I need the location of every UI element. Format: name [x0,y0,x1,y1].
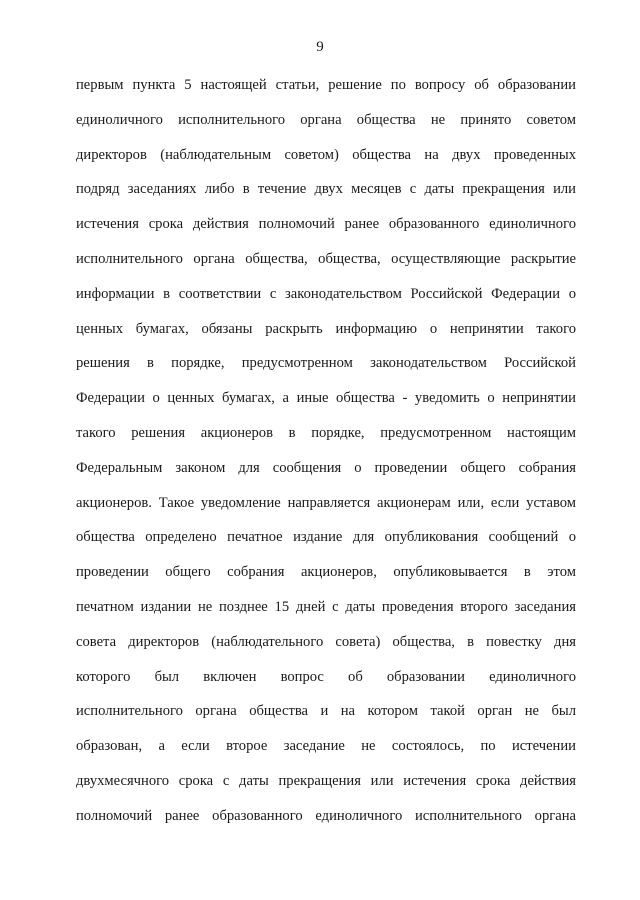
text-line: которого был включен вопрос об образовании единоличного [76,668,576,685]
text-line: единоличного исполнительного органа общества не принято советом [76,111,576,128]
text-line: информации в соответствии с законодательством Российской Федерации о [76,285,576,302]
text-line: полномочий ранее образованного единоличного исполнительного органа [76,807,576,824]
text-line: подряд заседаниях либо в течение двух месяцев с даты прекращения или [76,181,576,198]
text-line: Федерации о ценных бумагах, а иные общества - уведомить о непринятии [76,390,576,407]
text-line: образован, а если второе заседание не состоялось, по истечении [76,738,576,755]
text-line: ценных бумагах, обязаны раскрыть информацию о непринятии такого [76,320,576,337]
page-number: 9 [316,39,324,55]
text-line: решения в порядке, предусмотренном законодательством Российской [76,355,576,372]
text-line: исполнительного органа общества, общества, осуществляющие раскрытие [76,250,576,267]
text-line: совета директоров (наблюдательного совета) общества, в повестку дня [76,633,576,650]
text-line: проведении общего собрания акционеров, опубликовывается в этом [76,564,576,581]
text-line: директоров (наблюдательным советом) общества на двух проведенных [76,146,576,163]
text-line: такого решения акционеров в порядке, предусмотренном настоящим [76,424,576,441]
text-line: первым пункта 5 настоящей статьи, решение по вопросу об образовании [76,77,576,93]
text-line: Федеральным законом для сообщения о проведении общего собрания [76,459,576,476]
text-line: акционеров. Такое уведомление направляется акционерам или, если уставом [76,494,576,511]
text-line: истечения срока действия полномочий ранее образованного единоличного [76,216,576,233]
text-line: печатном издании не позднее 15 дней с даты проведения второго заседания [76,598,576,615]
text-line: двухмесячного срока с даты прекращения или истечения срока действия [76,772,576,789]
text-line: общества определено печатное издание для опубликования сообщений о [76,529,576,546]
body-text [76,75,576,841]
text-line: исполнительного органа общества и на котором такой орган не был [76,703,576,720]
